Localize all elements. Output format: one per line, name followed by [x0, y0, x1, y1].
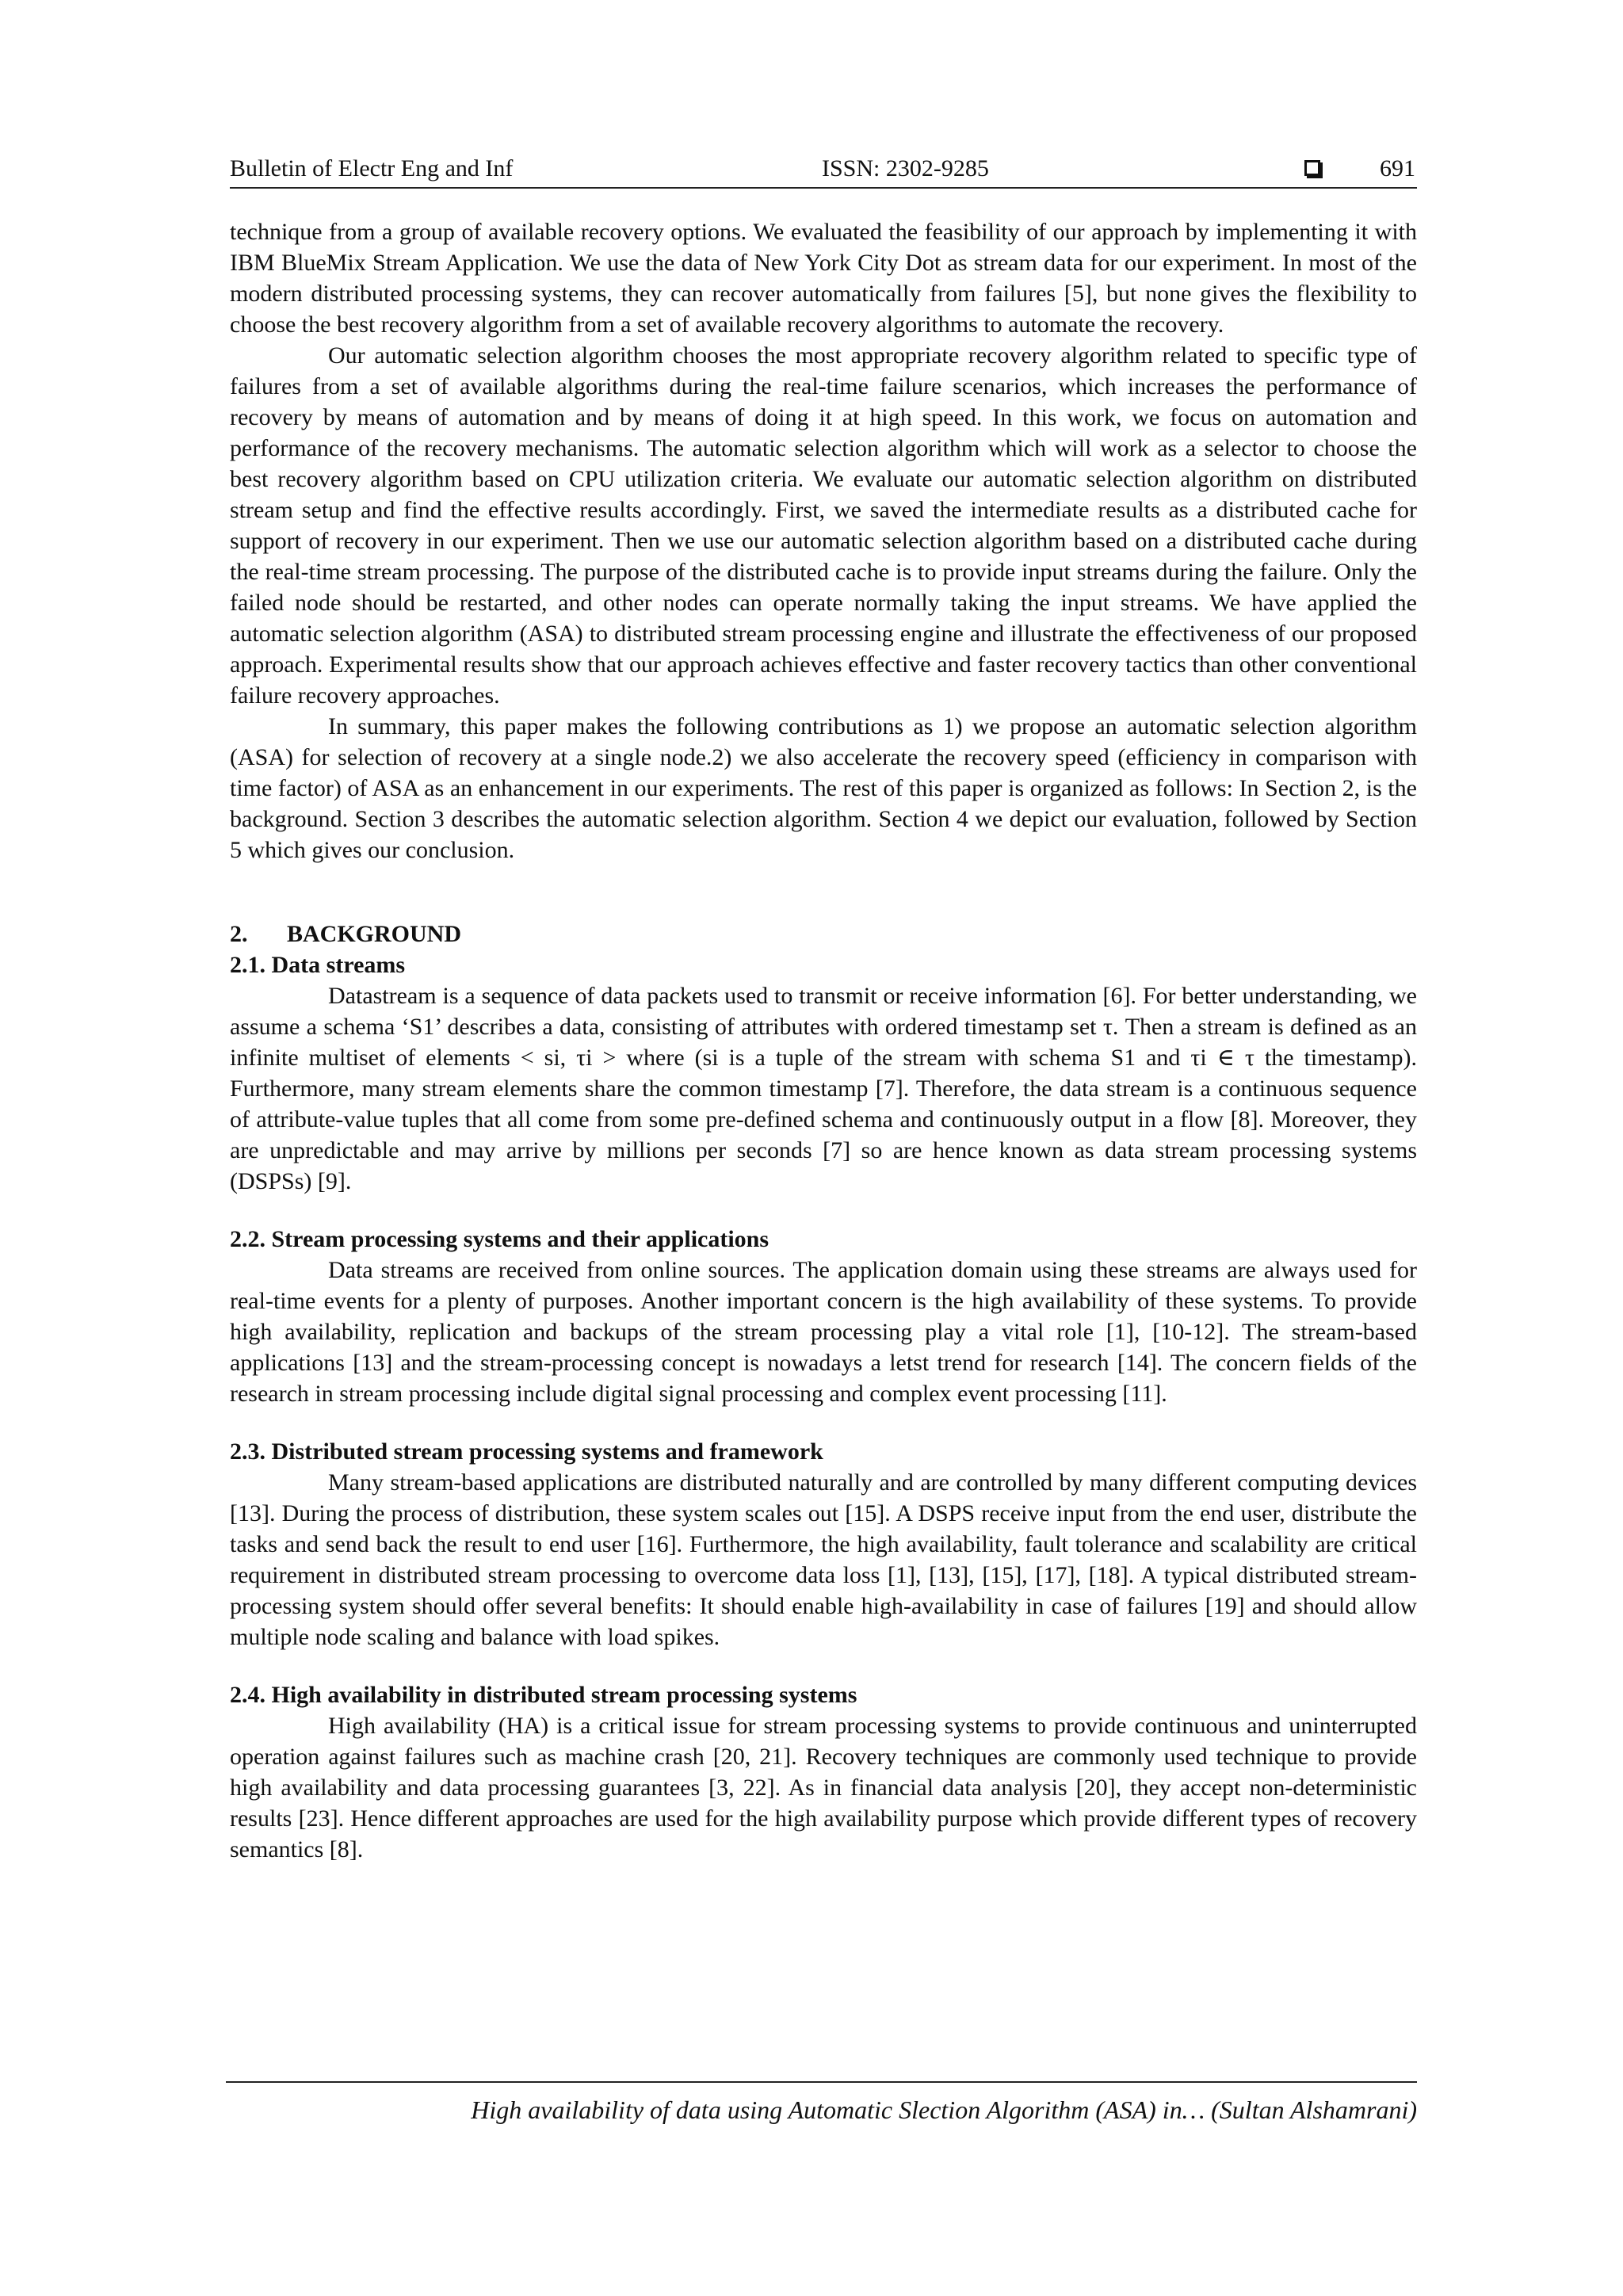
section-heading: [230, 919, 1417, 949]
footer-rule: [226, 2081, 1417, 2083]
checkbox-square-icon: [1304, 160, 1320, 176]
issn: ISSN: 2302-9285: [822, 155, 989, 181]
body-text: [230, 216, 1417, 1865]
subsection-heading-2-2: 2.2. Stream processing systems and their applications: [230, 1226, 769, 1252]
subsection-heading-2-3: 2.3. Distributed stream processing systems and framework: [230, 1438, 823, 1465]
paragraph-2-1: Datastream is a sequence of data packets used to transmit or receive information [6]. For better understanding, we assume a schema ‘S1’ describes a data, consisting of attributes with ordered timestamp set τ. Then a stream is defined as an infinite multiset of elements < si, τi > where (si is a tuple of the stream with schema S1 and τi ∈ τ the timestamp). Furthermore, many stream elements share the common timestamp [7]. Therefore, the data stream is a continuous sequence of attribute-value tuples that all come from some pre-defined schema and continuously output in a flow [8]. Moreover, they are unpredictable and may arrive by millions per seconds [7] so are hence known as data stream processing systems (DSPSs) [9].: [230, 983, 1417, 1194]
page-number: 691: [1380, 155, 1415, 181]
running-footer: [226, 2081, 1417, 2127]
intro-paragraph-1: technique from a group of available recovery options. We evaluated the feasibility of our approach by implementing it with IBM BlueMix Stream Application. We use the data of New York City Dot as stream data for our experiment. In most of the modern distributed processing systems, they can recover automatically from failures [5], but none gives the flexibility to choose the best recovery algorithm from a set of available recovery algorithms to automate the recovery.: [230, 219, 1417, 338]
journal-name: Bulletin of Electr Eng and Inf: [230, 155, 514, 181]
footer-text: High availability of data using Automatic Slection Algorithm (ASA) in… (Sultan Alshamrani): [471, 2095, 1417, 2124]
subsection-heading-2-4: 2.4. High availability in distributed stream processing systems: [230, 1682, 857, 1708]
section-title: BACKGROUND: [287, 921, 462, 947]
intro-paragraph-3: In summary, this paper makes the following contributions as 1) we propose an automatic selection algorithm (ASA) for selection of recovery at a single node.2) we also accelerate the recovery speed (efficiency in comparison with time factor) of ASA as an enhancement in our experiments. The rest of this paper is organized as follows: In Section 2, is the background. Section 3 describes the automatic selection algorithm. Section 4 we depict our evaluation, followed by Section 5 which gives our conclusion.: [230, 713, 1417, 863]
running-header: [230, 151, 1417, 187]
paragraph-2-3: Many stream-based applications are distributed naturally and are controlled by many different computing devices [13]. During the process of distribution, these system scales out [15]. A DSPS receive input from the end user, distribute the tasks and send back the result to end user [16]. Furthermore, the high availability, fault tolerance and scalability are critical requirement in distributed stream processing to overcome data loss [1], [13], [15], [17], [18]. A typical distributed stream-processing system should offer several benefits: It should enable high-availability in case of failures [19] and should allow multiple node scaling and balance with load spikes.: [230, 1469, 1417, 1650]
subsection-heading-2-1: 2.1. Data streams: [230, 952, 406, 978]
paragraph-2-4: High availability (HA) is a critical issue for stream processing systems to provide continuous and uninterrupted operation against failures such as machine crash [20, 21]. Recovery techniques are commonly used technique to provide high availability and data processing guarantees [3, 22]. As in financial data analysis [20], they accept non-deterministic results [23]. Hence different approaches are used for the high availability purpose which provide different types of recovery semantics [8].: [230, 1713, 1417, 1862]
header-rule: [230, 187, 1417, 189]
intro-paragraph-2: Our automatic selection algorithm chooses the most appropriate recovery algorithm related to specific type of failures from a set of available algorithms during the real-time failure scenarios, which increases the performance of recovery by means of automation and by means of doing it at high speed. In this work, we focus on automation and performance of the recovery mechanisms. The automatic selection algorithm which will work as a selector to choose the best recovery algorithm based on CPU utilization criteria. We evaluate our automatic selection algorithm on distributed stream setup and find the effective results accordingly. First, we saved the intermediate results as a distributed cache for support of recovery in our experiment. Then we use our automatic selection algorithm based on a distributed cache during the real-time stream processing. The purpose of the distributed cache is to provide input streams during the failure. Only the failed node should be restarted, and other nodes can operate normally taking the input streams. We have applied the automatic selection algorithm (ASA) to distributed stream processing engine and illustrate the effectiveness of our proposed approach. Experimental results show that our approach achieves effective and faster recovery tactics than other conventional failure recovery approaches.: [230, 342, 1417, 709]
section-number: 2.: [230, 921, 248, 947]
paragraph-2-2: Data streams are received from online sources. The application domain using these streams are always used for real-time events for a plenty of purposes. Another important concern is the high availability of these systems. To provide high availability, replication and backups of the stream processing play a vital role [1], [10-12]. The stream-based applications [13] and the stream-processing concept is nowadays a letst trend for research [14]. The concern fields of the research in stream processing include digital signal processing and complex event processing [11].: [230, 1257, 1417, 1407]
